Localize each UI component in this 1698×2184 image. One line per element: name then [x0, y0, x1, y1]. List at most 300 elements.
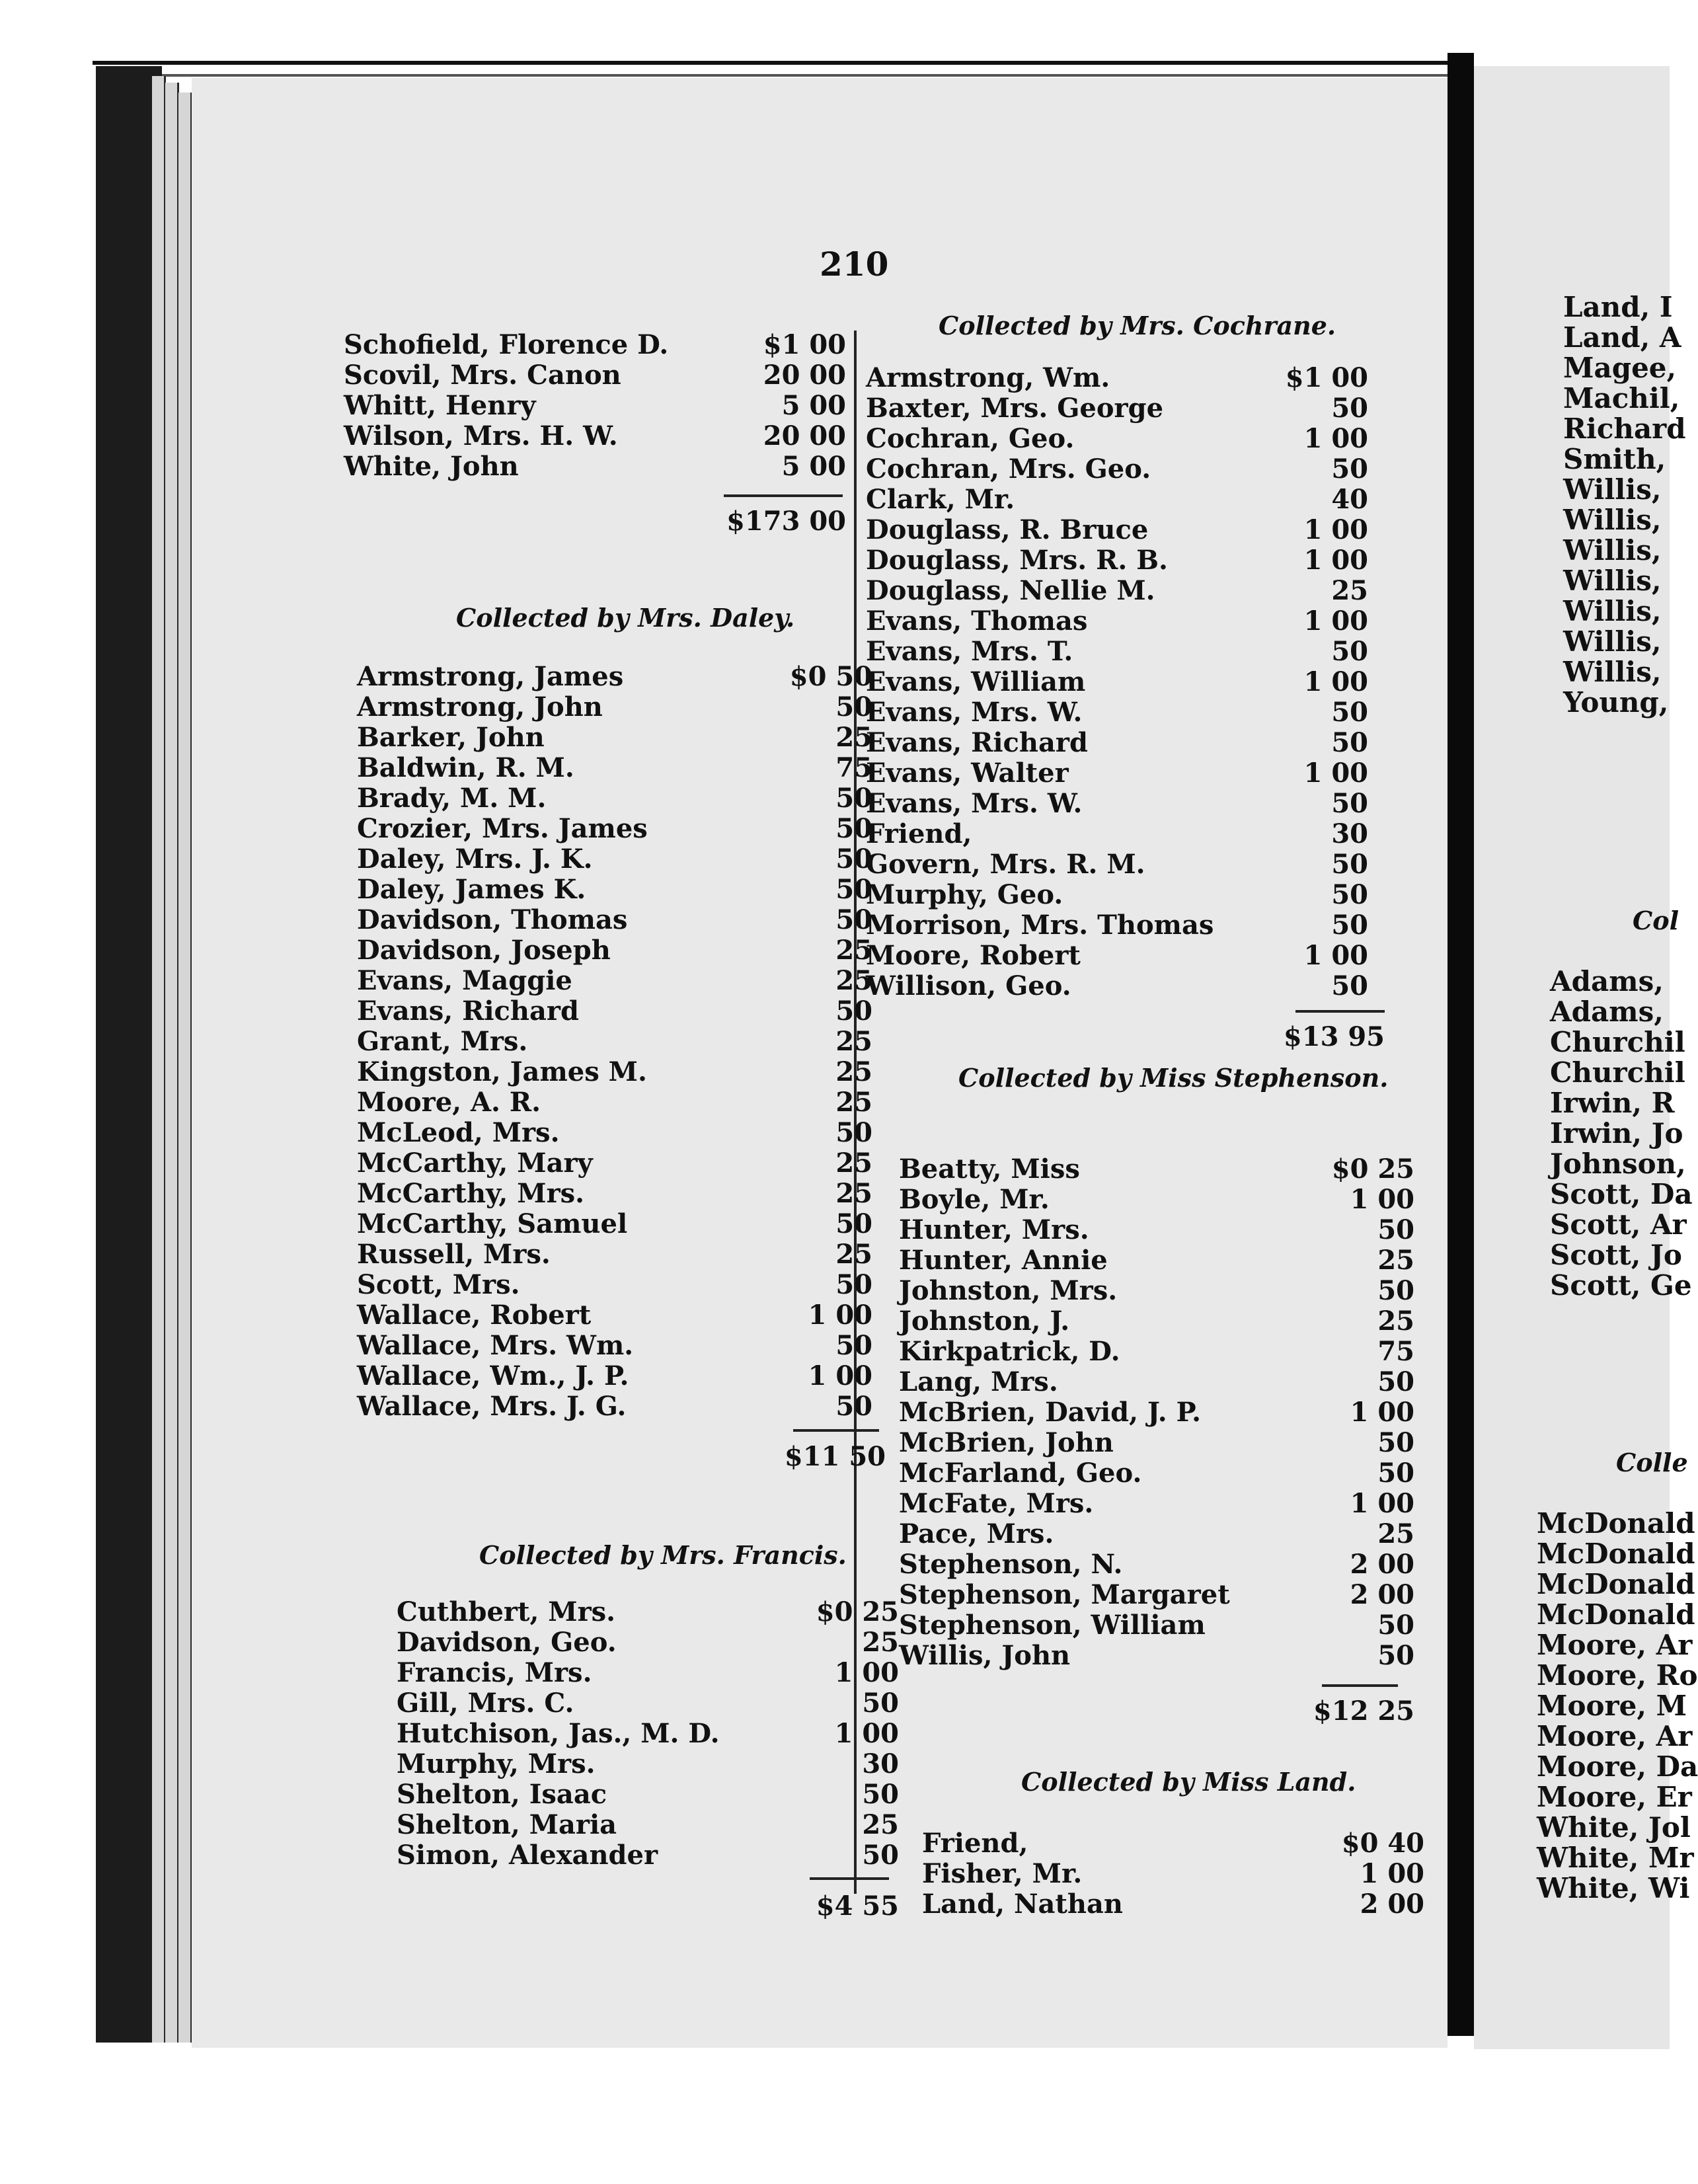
contributor-name: McFate, Mrs. [899, 1488, 1094, 1519]
contribution-amount: 2 00 [1350, 1579, 1414, 1610]
facing-page-entry: Smith, [1563, 443, 1666, 475]
contributor-name: Hutchison, Jas., M. D. [397, 1718, 720, 1749]
heading-land: Collected by Miss Land. [1021, 1767, 1356, 1797]
facing-page-entry: Irwin, R [1550, 1087, 1675, 1119]
contribution-row [866, 758, 1368, 788]
contribution-amount: 1 00 [1303, 514, 1368, 545]
contributor-name: Govern, Mrs. R. M. [866, 849, 1145, 880]
contribution-amount: 1 00 [1350, 1488, 1414, 1519]
contribution-row [397, 1779, 899, 1809]
contributor-name: Evans, Richard [357, 995, 579, 1027]
contribution-row [357, 965, 872, 995]
contribution-amount: 50 [1377, 1427, 1414, 1458]
contributor-name: Evans, Mrs. W. [866, 697, 1083, 728]
contribution-row [357, 1026, 872, 1056]
contributor-name: Morrison, Mrs. Thomas [866, 910, 1214, 941]
facing-page-entry: Irwin, Jo [1550, 1117, 1683, 1150]
facing-page [1474, 66, 1698, 2049]
contributor-name: Cochran, Geo. [866, 423, 1075, 454]
contribution-amount: $1 00 [763, 329, 846, 360]
contribution-amount: 1 00 [1303, 605, 1368, 637]
contribution-amount: 1 00 [808, 1300, 872, 1331]
top-contribution-list [344, 329, 846, 481]
facing-page-entry: White, Mr [1537, 1842, 1694, 1874]
contributor-name: Simon, Alexander [397, 1840, 658, 1871]
contribution-amount: 1 00 [1303, 545, 1368, 576]
contribution-row [866, 788, 1368, 818]
francis-total: $4 55 [816, 1891, 899, 1922]
page-edge-strip [165, 83, 179, 2043]
contributor-name: Lang, Mrs. [899, 1366, 1058, 1397]
contribution-row [899, 1306, 1414, 1336]
daley-total: $11 50 [784, 1441, 886, 1472]
contribution-row [866, 940, 1368, 970]
contribution-row [899, 1336, 1414, 1366]
contributor-name: Crozier, Mrs. James [357, 813, 648, 844]
contribution-amount: 50 [1377, 1458, 1414, 1489]
contributor-name: Gill, Mrs. C. [397, 1688, 574, 1719]
page-number: 210 [820, 245, 889, 284]
contribution-row [357, 1178, 872, 1208]
contributor-name: Friend, [922, 1828, 1028, 1859]
contributor-name: Daley, James K. [357, 874, 586, 905]
contribution-row [357, 1117, 872, 1148]
facing-page-entry: Willis, [1563, 625, 1662, 658]
contributor-name: Evans, Thomas [866, 605, 1088, 637]
contribution-row [397, 1840, 899, 1870]
contribution-amount: 50 [1331, 970, 1368, 1001]
contribution-amount: $0 40 [1341, 1828, 1424, 1859]
sum-rule [793, 1429, 879, 1432]
contributor-name: Douglass, R. Bruce [866, 514, 1149, 545]
facing-page-list-2 [1550, 965, 1693, 1300]
contribution-row [899, 1518, 1414, 1549]
contribution-amount: 2 00 [1350, 1549, 1414, 1580]
contribution-row [866, 362, 1368, 393]
contributor-name: Friend, [866, 818, 972, 849]
contributor-name: McCarthy, Mary [357, 1148, 593, 1179]
contribution-row [357, 813, 872, 843]
facing-page-entry: Scott, Ge [1550, 1269, 1692, 1302]
facing-page-heading-2: Col [1633, 906, 1679, 935]
contributor-name: Scovil, Mrs. Canon [344, 360, 621, 391]
contributor-name: Davidson, Thomas [357, 904, 628, 935]
contribution-amount: 50 [835, 1330, 872, 1361]
contribution-amount: 50 [835, 783, 872, 814]
contributor-name: Baldwin, R. M. [357, 752, 574, 783]
page-edge-top [93, 61, 1447, 65]
contribution-amount: 40 [1331, 484, 1368, 515]
contribution-row [866, 970, 1368, 1001]
facing-page-entry: Richard [1563, 412, 1686, 445]
contribution-amount: 1 00 [834, 1718, 899, 1749]
contribution-row [866, 849, 1368, 879]
facing-page-entry: Scott, Jo [1550, 1239, 1682, 1271]
contributor-name: Willis, John [899, 1640, 1071, 1671]
contributor-name: Whitt, Henry [344, 390, 536, 421]
facing-page-entry: Land, I [1563, 291, 1673, 323]
contribution-amount: 50 [1331, 697, 1368, 728]
facing-page-entry: Willis, [1563, 473, 1662, 506]
contributor-name: Douglass, Mrs. R. B. [866, 545, 1168, 576]
contribution-amount: 25 [862, 1809, 899, 1840]
contribution-amount: 50 [1377, 1610, 1414, 1641]
contribution-amount: 25 [1377, 1518, 1414, 1549]
contribution-row [397, 1809, 899, 1840]
contribution-row [899, 1610, 1414, 1640]
contribution-amount: 25 [1377, 1245, 1414, 1276]
facing-page-entry: Willis, [1563, 595, 1662, 627]
facing-page-entry: McDonald [1537, 1538, 1695, 1570]
contributor-name: Schofield, Florence D. [344, 329, 669, 360]
contribution-row [397, 1627, 899, 1657]
contribution-amount: 50 [862, 1779, 899, 1810]
facing-page-entry: Adams, [1550, 965, 1664, 997]
contribution-row [397, 1596, 899, 1627]
contribution-row [397, 1748, 899, 1779]
contribution-row [866, 514, 1368, 545]
contribution-amount: 50 [1377, 1214, 1414, 1245]
book-gutter [1447, 53, 1474, 2036]
contributor-name: Murphy, Mrs. [397, 1748, 596, 1779]
contributor-name: Johnston, J. [899, 1306, 1070, 1337]
cochrane-contribution-list [866, 362, 1368, 1001]
francis-contribution-list [397, 1596, 899, 1870]
contributor-name: Murphy, Geo. [866, 879, 1063, 910]
facing-page-entry: White, Wi [1537, 1872, 1690, 1904]
contributor-name: Clark, Mr. [866, 484, 1015, 515]
contributor-name: Scott, Mrs. [357, 1269, 520, 1300]
contribution-row [899, 1184, 1414, 1214]
contribution-row [899, 1549, 1414, 1579]
contribution-amount: 50 [862, 1840, 899, 1871]
contribution-amount: 1 00 [1303, 423, 1368, 454]
contributor-name: Johnston, Mrs. [899, 1275, 1118, 1306]
facing-page-entry: Scott, Da [1550, 1178, 1693, 1210]
top-total: $173 00 [726, 506, 846, 537]
facing-page-entry: Moore, Er [1537, 1781, 1692, 1813]
contribution-row [922, 1828, 1424, 1858]
contribution-row [899, 1214, 1414, 1245]
contribution-amount: 25 [835, 1239, 872, 1270]
contribution-amount: 30 [862, 1748, 899, 1779]
contribution-amount: 1 00 [1350, 1397, 1414, 1428]
page-edge-strip [178, 93, 192, 2043]
contribution-amount: 50 [835, 1208, 872, 1239]
contribution-amount: 50 [835, 995, 872, 1027]
page-edge-strip [152, 76, 166, 2043]
contribution-row [899, 1397, 1414, 1427]
contribution-row [357, 874, 872, 904]
contribution-amount: 50 [1331, 453, 1368, 485]
contribution-row [899, 1366, 1414, 1397]
facing-page-list-1 [1563, 291, 1686, 717]
facing-page-entry: Moore, Ro [1537, 1659, 1698, 1692]
contribution-amount: 50 [835, 874, 872, 905]
contributor-name: Evans, William [866, 666, 1086, 697]
contribution-amount: 50 [835, 904, 872, 935]
facing-page-entry: McDonald [1537, 1568, 1695, 1600]
heading-cochrane: Collected by Mrs. Cochrane. [939, 311, 1336, 340]
contributor-name: Kirkpatrick, D. [899, 1336, 1120, 1367]
contribution-amount: 50 [1377, 1275, 1414, 1306]
contribution-amount: 50 [835, 1269, 872, 1300]
contribution-row [357, 935, 872, 965]
contribution-row [357, 1087, 872, 1117]
facing-page-entry: Magee, [1563, 352, 1677, 384]
contribution-amount: 75 [835, 752, 872, 783]
facing-page-entry: McDonald [1537, 1507, 1695, 1540]
contributor-name: Armstrong, Wm. [866, 362, 1110, 393]
contribution-amount: 50 [1331, 727, 1368, 758]
contribution-amount: 25 [835, 1087, 872, 1118]
contribution-row [344, 360, 846, 390]
contributor-name: Beatty, Miss [899, 1153, 1080, 1185]
contributor-name: Evans, Mrs. W. [866, 788, 1083, 819]
contribution-amount: 20 00 [763, 360, 846, 391]
contribution-row [357, 1208, 872, 1239]
contribution-row [357, 904, 872, 935]
contribution-row [866, 818, 1368, 849]
heading-stephenson: Collected by Miss Stephenson. [958, 1063, 1389, 1093]
contribution-row [397, 1688, 899, 1718]
contributor-name: Stephenson, Margaret [899, 1579, 1230, 1610]
contribution-amount: 50 [1377, 1366, 1414, 1397]
facing-page-entry: Churchil [1550, 1026, 1685, 1058]
contributor-name: McBrien, David, J. P. [899, 1397, 1202, 1428]
contribution-row [344, 451, 846, 481]
facing-page-entry: Willis, [1563, 504, 1662, 536]
contribution-row [397, 1718, 899, 1748]
contributor-name: Davidson, Geo. [397, 1627, 617, 1658]
facing-page-heading-3: Colle [1616, 1448, 1688, 1477]
contribution-row [344, 329, 846, 360]
contribution-amount: 5 00 [781, 390, 846, 421]
contribution-row [344, 420, 846, 451]
contributor-name: Davidson, Joseph [357, 935, 611, 966]
contribution-row [899, 1427, 1414, 1458]
contributor-name: Moore, Robert [866, 940, 1081, 971]
contribution-row [357, 1269, 872, 1300]
contribution-row [899, 1640, 1414, 1670]
contribution-amount: $0 25 [1331, 1153, 1414, 1185]
contribution-row [357, 1300, 872, 1330]
contribution-amount: 25 [835, 965, 872, 996]
contributor-name: Hunter, Annie [899, 1245, 1108, 1276]
contributor-name: Douglass, Nellie M. [866, 575, 1155, 606]
land-contribution-list [922, 1828, 1424, 1919]
contributor-name: McCarthy, Samuel [357, 1208, 628, 1239]
contribution-row [866, 666, 1368, 697]
heading-daley: Collected by Mrs. Daley. [456, 603, 795, 633]
page-edge-top-secondary [112, 74, 1454, 77]
contribution-amount: 25 [835, 1148, 872, 1179]
contribution-amount: 75 [1377, 1336, 1414, 1367]
contribution-amount: 25 [835, 722, 872, 753]
contribution-row [357, 691, 872, 722]
contributor-name: Wallace, Mrs. J. G. [357, 1391, 627, 1422]
contribution-amount: $0 25 [816, 1596, 899, 1627]
sum-rule [810, 1877, 889, 1880]
contribution-row [357, 1330, 872, 1360]
contributor-name: Shelton, Isaac [397, 1779, 607, 1810]
contribution-row [922, 1889, 1424, 1919]
contributor-name: Daley, Mrs. J. K. [357, 843, 593, 875]
contribution-amount: 1 00 [1303, 666, 1368, 697]
contribution-row [357, 1360, 872, 1391]
contribution-amount: 50 [835, 843, 872, 875]
contribution-amount: 2 00 [1360, 1889, 1424, 1920]
contributor-name: Cochran, Mrs. Geo. [866, 453, 1151, 485]
contribution-row [899, 1245, 1414, 1275]
contributor-name: Cuthbert, Mrs. [397, 1596, 616, 1627]
facing-page-entry: Willis, [1563, 565, 1662, 597]
contribution-amount: 50 [835, 1117, 872, 1148]
daley-contribution-list [357, 661, 872, 1421]
contributor-name: Evans, Walter [866, 758, 1069, 789]
contributor-name: McBrien, John [899, 1427, 1114, 1458]
contribution-amount: 50 [1331, 788, 1368, 819]
facing-page-entry: Moore, M [1537, 1690, 1687, 1722]
facing-page-list-3 [1537, 1507, 1698, 1902]
contributor-name: Baxter, Mrs. George [866, 393, 1164, 424]
contribution-amount: 50 [835, 813, 872, 844]
stephenson-total: $12 25 [1313, 1696, 1414, 1727]
sum-rule [1322, 1684, 1398, 1687]
contribution-row [866, 393, 1368, 423]
facing-page-entry: Adams, [1550, 995, 1664, 1028]
facing-page-entry: Moore, Ar [1537, 1629, 1693, 1661]
stephenson-contribution-list [899, 1153, 1414, 1670]
facing-page-entry: White, Jol [1537, 1811, 1691, 1844]
contributor-name: Land, Nathan [922, 1889, 1123, 1920]
contribution-row [357, 1391, 872, 1421]
facing-page-entry: Moore, Da [1537, 1750, 1698, 1783]
contribution-amount: 50 [1331, 910, 1368, 941]
contributor-name: White, John [344, 451, 519, 482]
contribution-amount: 30 [1331, 818, 1368, 849]
contribution-amount: $0 50 [789, 661, 872, 692]
contributor-name: Kingston, James M. [357, 1056, 647, 1087]
contributor-name: Armstrong, James [357, 661, 624, 692]
facing-page-entry: Machil, [1563, 382, 1680, 414]
contribution-row [357, 752, 872, 783]
facing-page-entry: Land, A [1563, 321, 1681, 354]
contribution-row [357, 1239, 872, 1269]
contributor-name: Wallace, Mrs. Wm. [357, 1330, 634, 1361]
contributor-name: Moore, A. R. [357, 1087, 541, 1118]
facing-page-entry: Johnson, [1550, 1148, 1686, 1180]
contribution-amount: 25 [862, 1627, 899, 1658]
contributor-name: Willison, Geo. [866, 970, 1071, 1001]
facing-page-entry: Willis, [1563, 534, 1662, 566]
contribution-row [866, 423, 1368, 453]
contributor-name: McFarland, Geo. [899, 1458, 1142, 1489]
contribution-row [357, 722, 872, 752]
contribution-row [357, 843, 872, 874]
sum-rule [724, 494, 843, 497]
contribution-row [357, 783, 872, 813]
contributor-name: Stephenson, William [899, 1610, 1206, 1641]
contribution-amount: 25 [1331, 575, 1368, 606]
contribution-row [866, 545, 1368, 575]
contributor-name: McCarthy, Mrs. [357, 1178, 585, 1209]
facing-page-entry: Churchil [1550, 1056, 1685, 1089]
contribution-amount: 25 [835, 1026, 872, 1057]
contribution-row [899, 1275, 1414, 1306]
contribution-amount: 25 [1377, 1306, 1414, 1337]
contribution-row [866, 453, 1368, 484]
contributor-name: Russell, Mrs. [357, 1239, 551, 1270]
contribution-row [357, 1148, 872, 1178]
contributor-name: Wallace, Wm., J. P. [357, 1360, 629, 1391]
facing-page-entry: Young, [1563, 686, 1669, 719]
contribution-row [899, 1153, 1414, 1184]
contribution-amount: 50 [1377, 1640, 1414, 1671]
contribution-amount: 1 00 [1303, 758, 1368, 789]
sum-rule [1295, 1010, 1385, 1013]
contribution-amount: 50 [1331, 636, 1368, 667]
contribution-amount: 25 [835, 1056, 872, 1087]
contribution-row [866, 575, 1368, 605]
contributor-name: Fisher, Mr. [922, 1858, 1083, 1889]
contributor-name: McLeod, Mrs. [357, 1117, 560, 1148]
contribution-row [922, 1858, 1424, 1889]
contributor-name: Shelton, Maria [397, 1809, 617, 1840]
contributor-name: Pace, Mrs. [899, 1518, 1054, 1549]
contribution-amount: 1 00 [1350, 1184, 1414, 1215]
contribution-row [357, 995, 872, 1026]
facing-page-entry: Willis, [1563, 656, 1662, 688]
contribution-row [866, 636, 1368, 666]
contribution-row [866, 910, 1368, 940]
contribution-amount: 50 [1331, 879, 1368, 910]
contributor-name: Evans, Richard [866, 727, 1088, 758]
contribution-row [866, 605, 1368, 636]
contributor-name: Francis, Mrs. [397, 1657, 592, 1688]
contribution-amount: 50 [835, 1391, 872, 1422]
contribution-amount: 50 [862, 1688, 899, 1719]
contribution-row [866, 727, 1368, 758]
contribution-amount: 50 [835, 691, 872, 722]
contribution-amount: 1 00 [834, 1657, 899, 1688]
contributor-name: Hunter, Mrs. [899, 1214, 1089, 1245]
contributor-name: Barker, John [357, 722, 545, 753]
contribution-amount: 20 00 [763, 420, 846, 451]
facing-page-entry: McDonald [1537, 1598, 1695, 1631]
contribution-amount: 25 [835, 935, 872, 966]
contribution-row [899, 1458, 1414, 1488]
facing-page-entry: Moore, Ar [1537, 1720, 1693, 1752]
contribution-amount: 1 00 [1360, 1858, 1424, 1889]
contribution-amount: 5 00 [781, 451, 846, 482]
contributor-name: Wallace, Robert [357, 1300, 592, 1331]
contribution-row [899, 1488, 1414, 1518]
contributor-name: Wilson, Mrs. H. W. [344, 420, 618, 451]
contribution-amount: 50 [1331, 849, 1368, 880]
contribution-row [357, 661, 872, 691]
contribution-row [866, 697, 1368, 727]
contribution-row [899, 1579, 1414, 1610]
contribution-row [866, 484, 1368, 514]
contribution-amount: 1 00 [808, 1360, 872, 1391]
contribution-amount: 50 [1331, 393, 1368, 424]
contributor-name: Brady, M. M. [357, 783, 547, 814]
contributor-name: Evans, Mrs. T. [866, 636, 1073, 667]
cochrane-total: $13 95 [1283, 1021, 1385, 1052]
contributor-name: Evans, Maggie [357, 965, 572, 996]
contributor-name: Armstrong, John [357, 691, 603, 722]
